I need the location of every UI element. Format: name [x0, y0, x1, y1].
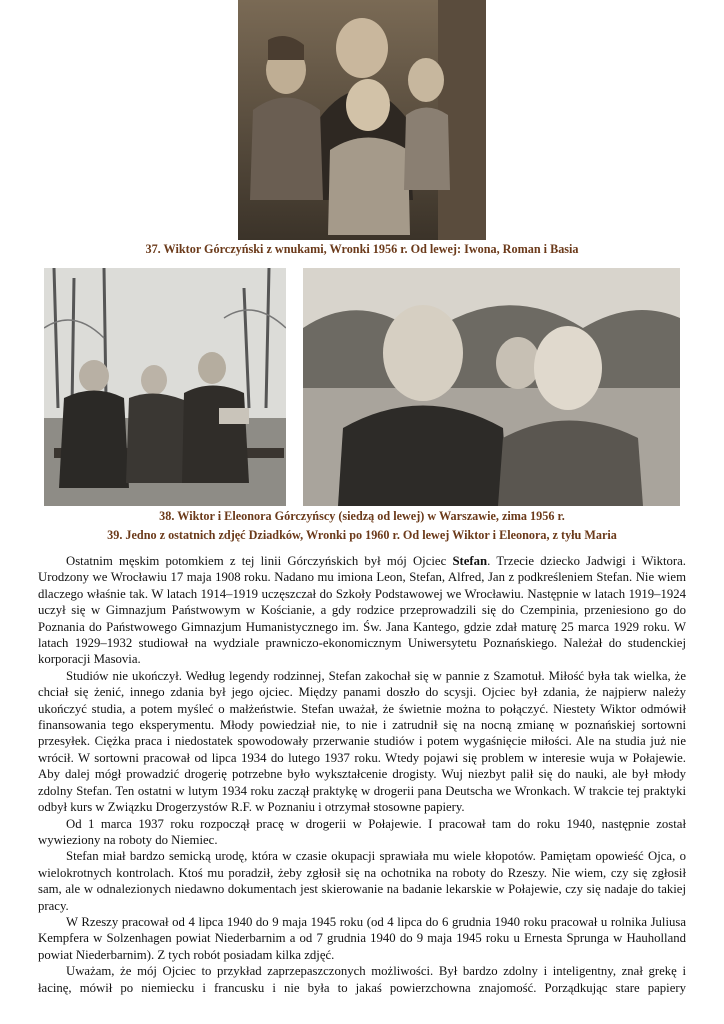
paragraph-3: Od 1 marca 1937 roku rozpoczął pracę w drogerii w Połajewie. I pracował tam do roku 1940, następnie został wywieziony na roboty do Niemiec. — [38, 816, 686, 847]
body-text — [38, 553, 686, 996]
photo-37 — [238, 0, 486, 240]
paragraph-1-rest: . Trzecie dziecko Jadwigi i Wiktora. Urodzony we Wrocławiu 17 maja 1908 roku. Nadano mu imiona Leon, Stefan, Alfred, Jan z podkreśleniem Stefan. Nie wiem dlaczego właśnie tak. W latach 1914–1919 uczęszczał do Szkoły Podstawowej we Wrocławiu. Następnie w latach 1919–1924 uczył się w Gimnazjum Państwowym w Kościanie, a gdy rodzice przeprowadzili się do Czempinia, przeniesiono go do Poznania do Państwowego Gimnazjum Humanistycznego im. Św. Jana Kantego, gdzie zdał maturę 25 marca 1929 roku. W latach 1929–1932 studiował na wydziale prawniczo-ekonomicznym Uniwersytetu Poznańskiego. Należał do studenckiej korporacji Masovia. — [38, 554, 686, 667]
photo-39 — [303, 268, 680, 506]
paragraph-1 — [38, 553, 686, 668]
photo-38 — [44, 268, 286, 506]
caption-38: 38. Wiktor i Eleonora Górczyńscy (siedzą od lewej) w Warszawie, zima 1956 r. — [159, 509, 565, 523]
paragraph-1-start: Ostatnim męskim potomkiem z tej linii Górczyńskich był mój Ojciec — [66, 554, 453, 568]
caption-39: 39. Jedno z ostatnich zdjęć Dziadków, Wronki po 1960 r. Od lewej Wiktor i Eleonora, z tyłu Maria — [107, 528, 617, 542]
name-stefan: Stefan — [452, 554, 488, 568]
caption-37: 37. Wiktor Górczyński z wnukami, Wronki 1956 r. Od lewej: Iwona, Roman i Basia — [145, 242, 579, 256]
paragraph-2: Studiów nie ukończył. Według legendy rodzinnej, Stefan zakochał się w pannie z Szamotuł. Miłość była tak wielka, że chciał się żenić, innego zdania był jego ojciec. Między panami doszło do scysji. Ojciec był zdania, że najpierw należy ukończyć studia, a potem myśleć o małżeństwie. Stefan uważał, że świetnie można to połączyć. Niestety Wiktor odmówił finansowania tego eksperymentu. Młody powiedział nie, to nie i zatrudnił się na nocną zmianę w poznańskiej sortowni przesyłek. Ciężka praca i niedostatek spowodowały przerwanie studiów i potem wygaśnięcie miłości. Ale na studia już nie wrócił. W sortowni pracował od lipca 1934 do lutego 1937 roku. Wtedy pojawi się problem w interesie wuja w Połajewie. Aby dalej mógł prowadzić drogerię potrzebne było wykształcenie drogisty. Wuj niezbyt palił się do nauki, ale był młody zdolny Stefan. Ten ostatni w lutym 1934 roku zaczął praktykę w drogerii pana Deutscha we Wronkach. W trakcie tej praktyki odbył kurs w Związku Drogerzystów R.F. w Poznaniu i otrzymał stosowne papiery. — [38, 668, 686, 815]
paragraph-4: Stefan miał bardzo semicką urodę, która w czasie okupacji sprawiała mu wiele kłopotów. Pamiętam opowieść Ojca, o wielokrotnych kontrolach. Ktoś mu poradził, żeby zgłosił się na ochotnika na roboty do Rzeszy. Nie wiem, czy się zgłosił sam, ale w odnalezionych niedawno dokumentach jest skierowanie na badanie lekarskie w Połajewie, czy się nadaje do takiej pracy. — [38, 849, 686, 913]
paragraph-5: W Rzeszy pracował od 4 lipca 1940 do 9 maja 1945 roku (od 4 lipca do 6 grudnia 1940 roku pracował u rolnika Juliusa Kempfera w Solzenhagen powiat Niederbarnim a od 7 grudnia 1940 do 9 maja 1945 roku u Ernesta Sprunga w Hauholland powiat Niederbarnim). Z tych robót posiadam kilka zdjęć. — [38, 914, 686, 962]
paragraph-6: Uważam, że mój Ojciec to przykład zaprzepaszczonych możliwości. Był bardzo zdolny i inteligentny, znał grekę i łacinę, mówił po niemiecku i francusku i nie była to jakaś powierzchowna znajomość. Porządkując stare papiery — [38, 964, 686, 995]
